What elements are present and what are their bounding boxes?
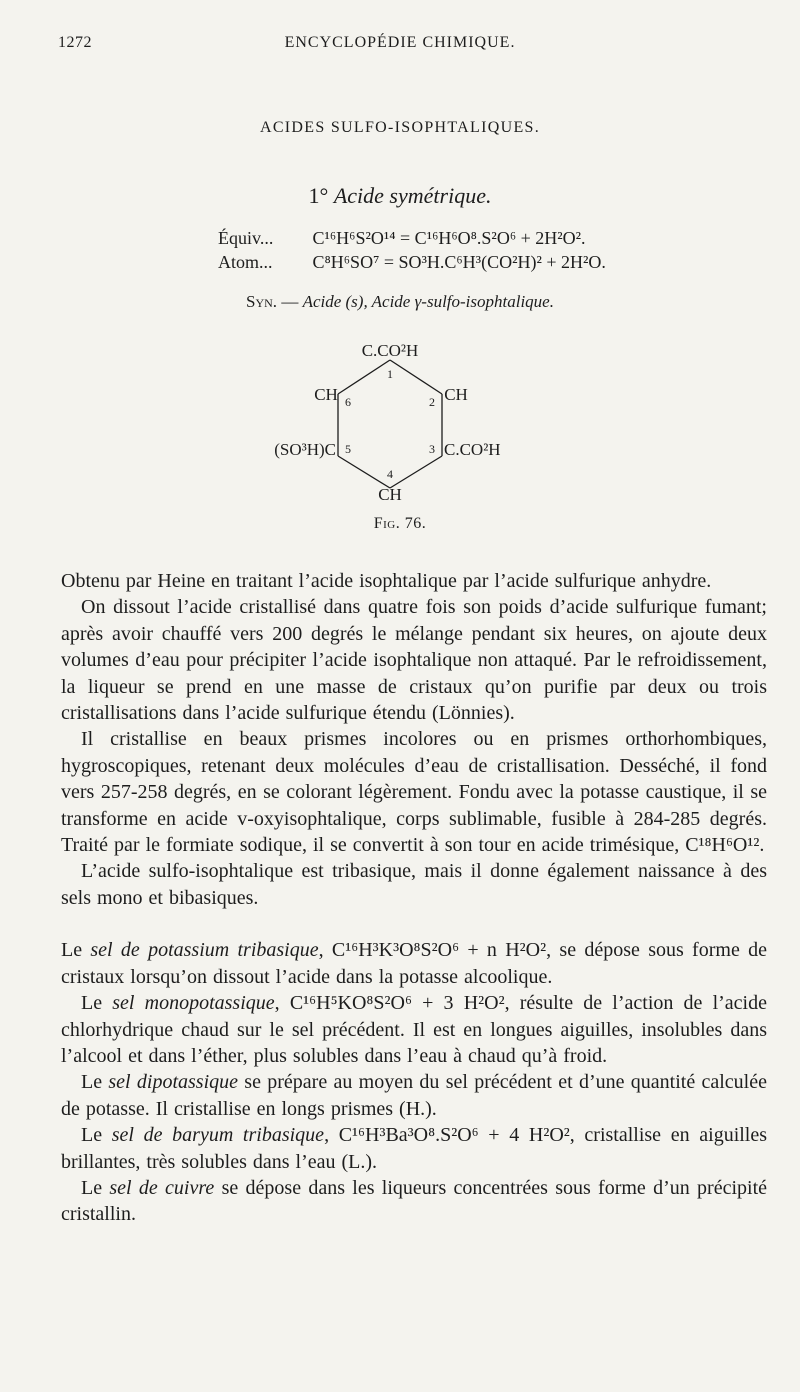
paragraph-6-lead: Le <box>81 992 113 1015</box>
atom-row <box>218 250 606 274</box>
paragraph-7-lead: Le <box>81 1071 109 1094</box>
paragraph-8-term: sel de baryum tribasique <box>111 1124 325 1147</box>
position-5: 5 <box>345 442 351 456</box>
synonyms-text: Acide (s), Acide γ-sulfo-isophtalique. <box>302 292 554 311</box>
paragraph-9 <box>61 1175 767 1228</box>
subsection-heading <box>0 183 800 209</box>
position-2: 2 <box>429 395 435 409</box>
position-1: 1 <box>387 367 393 381</box>
paragraph-6 <box>61 990 767 1069</box>
paragraph-8-lead: Le <box>81 1124 112 1147</box>
paragraph-7 <box>61 1069 767 1122</box>
lower-left-group: (SO³H)C <box>274 440 336 459</box>
equiv-formula: C¹⁶H⁶S²O¹⁴ = C¹⁶H⁶O⁸.S²O⁶ + 2H²O². <box>312 228 586 248</box>
synonyms-dash: — <box>281 292 299 311</box>
subsection-title: Acide symétrique. <box>333 183 492 208</box>
paragraph-1: Obtenu par Heine en traitant l’acide isophtalique par l’acide sulfurique anhydre. <box>61 570 712 592</box>
paragraph-9-lead: Le <box>81 1176 110 1199</box>
paragraph-5-rest: , C¹⁶H³K³O⁸S²O⁶ + n H²O², se dépose sous forme de cristaux lorsqu’on dissout l’acide dans la potasse alcoolique. <box>61 939 767 988</box>
upper-left-group: CH <box>314 385 338 404</box>
paragraph-3: Il cristallise en beaux prismes incolores ou en prismes orthorhombiques, hygroscopiques, retenant deux molécules d’eau de cristallisation. Desséché, il fond vers 257-258 degrés, en se colorant légèrement. Fondu avec la potasse caustique, il se transforme en acide v-oxyisophtalique, corps sublimable, fusible à 284-285 degrés. Traité par le formiate sodique, il se convertit à son tour en acide trimésique, C¹⁸H⁶O¹². <box>61 728 767 857</box>
bottom-group: CH <box>378 485 402 504</box>
formula-block <box>218 226 606 274</box>
position-6: 6 <box>345 395 351 409</box>
atom-formula: C⁸H⁶SO⁷ = SO³H.C⁶H³(CO²H)² + 2H²O. <box>312 252 606 272</box>
running-title: ENCYCLOPÉDIE CHIMIQUE. <box>284 34 516 51</box>
structural-formula <box>270 340 510 510</box>
paragraph-5-lead: Le <box>61 939 91 962</box>
synonyms-label: Syn. <box>246 292 278 311</box>
paragraph-2: On dissout l’acide cristallisé dans quatre fois son poids d’acide sulfurique fumant; après avoir chauffé vers 200 degrés le mélange pendant six heures, on ajoute deux volumes d’eau pour précipiter l’acide isophtalique non attaqué. Par le refroidissement, la liqueur se prend en une masse de cristaux qu’on purifie par deux ou trois cristallisations dans l’acide sulfurique étendu (Lönnies). <box>61 596 767 725</box>
top-group: C.CO²H <box>361 341 419 360</box>
equiv-row <box>218 226 606 250</box>
atom-label: Atom... <box>218 252 273 272</box>
paragraph-6-term: sel monopotassique <box>112 992 275 1015</box>
equiv-label: Équiv... <box>218 228 274 248</box>
body-text <box>61 568 767 1228</box>
section-title: ACIDES SULFO-ISOPHTALIQUES. <box>259 119 541 136</box>
paragraph-8 <box>61 1122 767 1175</box>
upper-right-group: CH <box>444 385 468 404</box>
paragraph-4: L’acide sulfo-isophtalique est tribasique, mais il donne également naissance à des sels mono et bibasiques. <box>61 860 767 909</box>
paragraph-9-rest: se dépose dans les liqueurs concentrées sous forme d’un précipité cristallin. <box>61 1176 768 1226</box>
paragraph-7-term: sel dipotassique <box>108 1071 239 1094</box>
synonyms-line <box>0 292 800 312</box>
paragraph-6-rest: , C¹⁶H⁵KO⁸S²O⁶ + 3 H²O², résulte de l’action de l’acide chlorhydrique chaud sur le sel précédent. Il est en longues aiguilles, insolubles dans l’alcool et dans l’éther, plus solubles dans l’eau à chaud qu’à froid. <box>61 992 767 1067</box>
figure-caption: Fig. 76. <box>373 515 427 532</box>
lower-right-group: C.CO²H <box>444 440 501 459</box>
paragraph-9-term: sel de cuivre <box>109 1176 215 1199</box>
position-3: 3 <box>429 442 435 456</box>
page-number: 1272 <box>58 34 92 51</box>
running-header <box>0 34 800 54</box>
paragraph-8-rest: , C¹⁶H³Ba³O⁸.S²O⁶ + 4 H²O², cristallise en aiguilles brillantes, très solubles dans l’eau (L.). <box>61 1124 768 1173</box>
paragraph-7-rest: se prépare au moyen du sel précédent et d’une quantité calculée de potasse. Il cristallise en longs prismes (H.). <box>61 1071 767 1120</box>
subsection-number: 1° <box>308 183 329 208</box>
position-4: 4 <box>387 467 393 481</box>
paragraph-5 <box>61 937 767 990</box>
paragraph-5-term: sel de potassium tribasique <box>90 939 319 962</box>
